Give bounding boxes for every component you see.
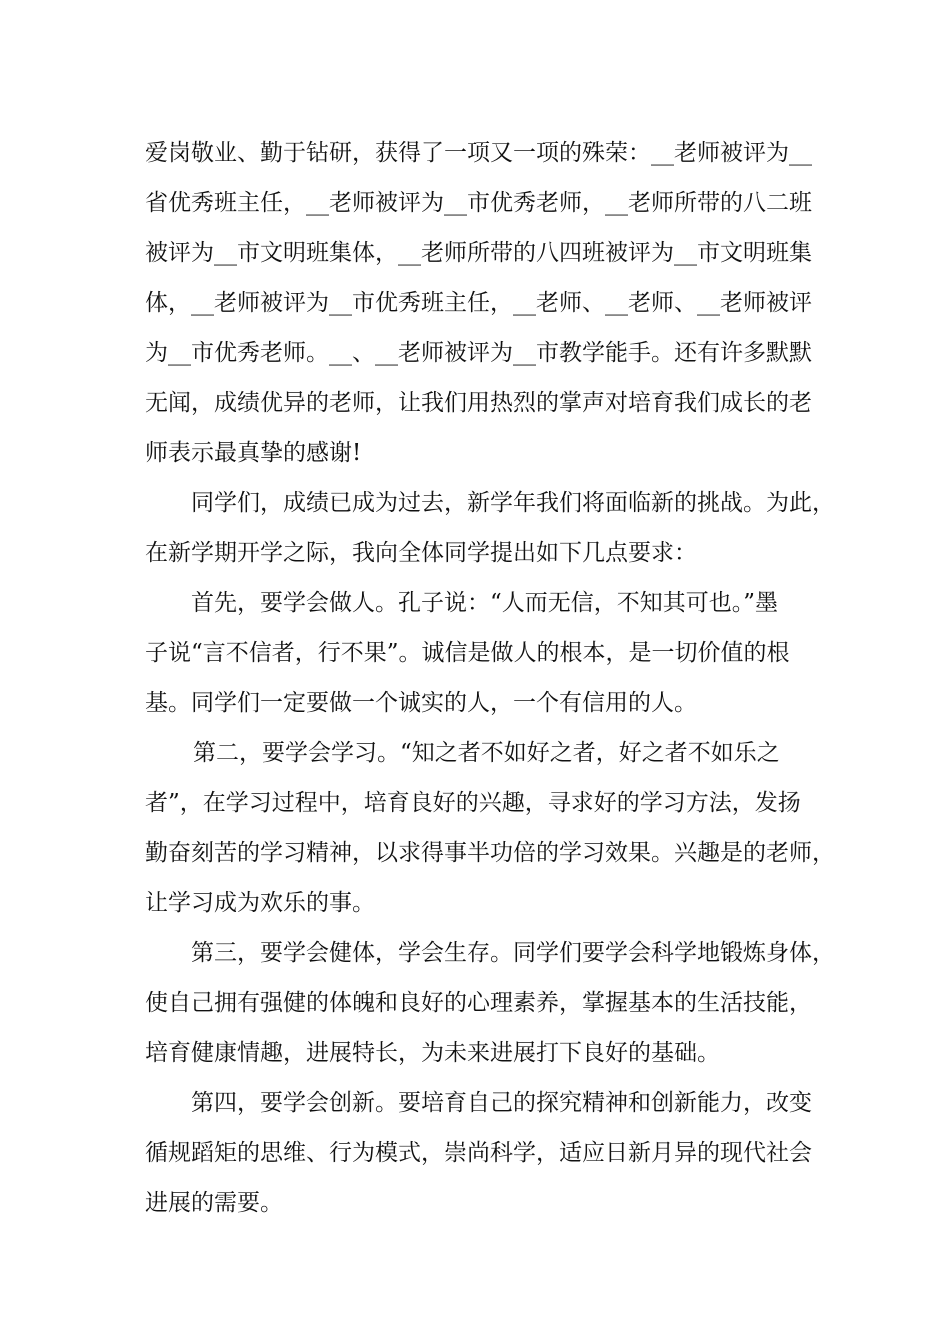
paragraph-intro	[145, 478, 835, 578]
paragraph-second	[145, 728, 835, 928]
text-line: 勤奋刻苦的学习精神，以求得事半功倍的学习效果。兴趣是的老师，	[145, 840, 835, 866]
paragraph-fourth	[145, 1078, 825, 1228]
text-line: 使自己拥有强健的体魄和良好的心理素养，掌握基本的生活技能，	[145, 990, 812, 1016]
text-line: 循规蹈矩的思维、行为模式，崇尚科学，适应日新月异的现代社会	[145, 1140, 812, 1166]
text-line: 无闻，成绩优异的老师，让我们用热烈的掌声对培育我们成长的老	[145, 390, 812, 416]
text-line: 基。同学们一定要做一个诚实的人，一个有信用的人。	[145, 690, 697, 716]
text-line: 体，__老师被评为__市优秀班主任，__老师、__老师、__老师被评	[145, 290, 812, 316]
text-line: 第四，要学会创新。要培育自己的探究精神和创新能力，改变	[191, 1090, 812, 1116]
text-line: 省优秀班主任，__老师被评为__市优秀老师，__老师所带的八二班	[145, 190, 812, 216]
text-line: 培育健康情趣，进展特长，为未来进展打下良好的基础。	[145, 1040, 720, 1066]
text-line: 进展的需要。	[145, 1190, 283, 1216]
text-line: 被评为__市文明班集体，__老师所带的八四班被评为__市文明班集	[145, 240, 812, 266]
document-body	[145, 128, 835, 1228]
text-line: 让学习成为欢乐的事。	[145, 890, 375, 916]
text-line: 为__市优秀老师。__、__老师被评为__市教学能手。还有许多默默	[145, 340, 812, 366]
paragraph-third	[145, 928, 835, 1078]
text-line: 者”，在学习过程中，培育良好的兴趣，寻求好的学习方法，发扬	[145, 790, 801, 816]
paragraph-honors	[145, 128, 825, 478]
text-line: 爱岗敬业、勤于钻研，获得了一项又一项的殊荣：__老师被评为__	[145, 140, 812, 166]
paragraph-first	[145, 578, 825, 728]
text-line: 师表示最真挚的感谢!	[145, 440, 362, 466]
text-line: 第二，要学会学习。“知之者不如好之者，好之者不如乐之	[193, 740, 780, 766]
text-line: 第三，要学会健体，学会生存。同学们要学会科学地锻炼身体，	[191, 940, 835, 966]
text-line: 同学们，成绩已成为过去，新学年我们将面临新的挑战。为此，	[191, 490, 835, 516]
text-line: 子说“言不信者，行不果”。诚信是做人的根本，是一切价值的根	[145, 640, 790, 666]
text-line: 在新学期开学之际，我向全体同学提出如下几点要求：	[145, 540, 697, 566]
text-line: 首先，要学会做人。孔子说：“人而无信，不知其可也。”墨	[191, 590, 779, 616]
